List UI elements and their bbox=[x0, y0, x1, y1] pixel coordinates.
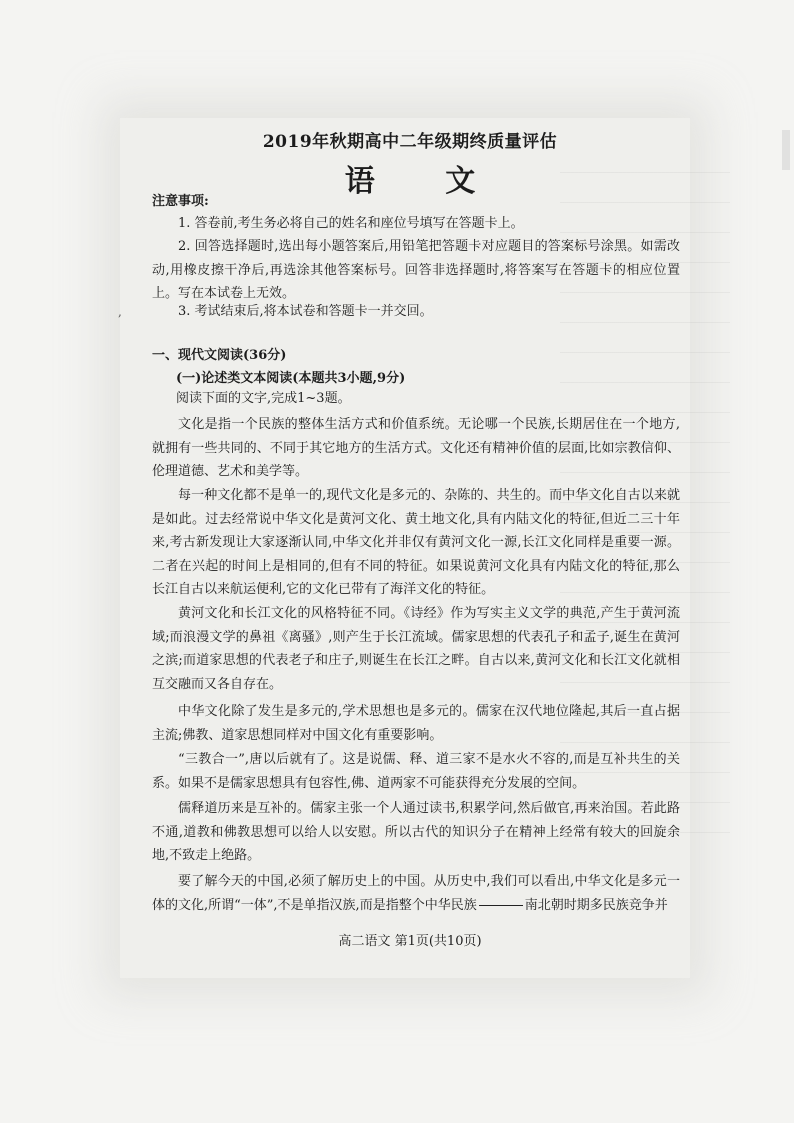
passage-paragraph-6: 儒释道历来是互补的。儒家主张一个人通过读书,积累学问,然后做官,再来治国。若此路不通,道教和佛教思想可以给人以安慰。所以古代的知识分子在精神上经常有较大的回旋余地,不致走上绝路。 bbox=[152, 801, 680, 863]
section-heading: 一、现代文阅读(36分) bbox=[152, 348, 287, 363]
notice-item-2: 2. 回答选择题时,选出每小题答案后,用铅笔把答题卡对应题目的答案标号涂黑。如需改动,用橡皮擦干净后,再选涂其他答案标号。回答非选择题时,将答案写在答题卡的相应位置上。写在本试卷上无效。 bbox=[152, 239, 680, 301]
subject-title: 语 文 bbox=[344, 164, 506, 199]
page-footer: 高二语文 第1页(共10页) bbox=[338, 934, 482, 949]
page-edge-shadow bbox=[782, 130, 790, 170]
notice-item-3: 3. 考试结束后,将本试卷和答题卡一并交回。 bbox=[178, 304, 433, 319]
margin-mark: , bbox=[118, 305, 122, 319]
passage-paragraph-3: 黄河文化和长江文化的风格特征不同。《诗经》作为写实主义文学的典范,产生于黄河流域;而浪漫文学的鼻祖《离骚》,则产生于长江流域。儒家思想的代表孔子和孟子,诞生在黄河之滨;而道家思想的代表老子和庄子,则诞生在长江之畔。自古以来,黄河文化和长江文化就相互交融而又各自存在。 bbox=[152, 606, 680, 692]
notice-heading: 注意事项: bbox=[152, 194, 209, 209]
notice-item-1: 1. 答卷前,考生务必将自己的姓名和座位号填写在答题卡上。 bbox=[178, 216, 524, 231]
passage-paragraph-7: 要了解今天的中国,必须了解历史上的中国。从历史中,我们可以看出,中华文化是多元一体的文化,所谓“一体”,不是单指汉族,而是指整个中华民族 南北朝时期多民族竞争并 bbox=[152, 874, 680, 913]
passage-paragraph-4: 中华文化除了发生是多元的,学术思想也是多元的。儒家在汉代地位隆起,其后一直占据主流;佛教、道家思想同样对中国文化有重要影响。 bbox=[152, 704, 680, 743]
passage-paragraph-1: 文化是指一个民族的整体生活方式和价值系统。无论哪一个民族,长期居住在一个地方,就拥有一些共同的、不同于其它地方的生活方式。文化还有精神价值的层面,比如宗教信仰、伦理道德、艺术和美学等。 bbox=[152, 417, 680, 479]
reading-instruction: 阅读下面的文字,完成1~3题。 bbox=[176, 391, 351, 406]
sub-section-heading: (一)论述类文本阅读(本题共3小题,9分) bbox=[176, 371, 406, 386]
em-dash bbox=[479, 905, 523, 906]
exam-title: 2019年秋期高中二年级期终质量评估 bbox=[262, 132, 558, 152]
passage-paragraph-5: “三教合一”,唐以后就有了。这是说儒、释、道三家不是水火不容的,而是互补共生的关系。如果不是儒家思想具有包容性,佛、道两家不可能获得充分发展的空间。 bbox=[152, 752, 680, 791]
passage-paragraph-2: 每一种文化都不是单一的,现代文化是多元的、杂陈的、共生的。而中华文化自古以来就是如此。过去经常说中华文化是黄河文化、黄土地文化,具有内陆文化的特征,但近二三十年来,考古新发现让大家逐渐认同,中华文化并非仅有黄河文化一源,长江文化同样是重要一源。二者在兴起的时间上是相同的,但有不同的特征。如果说黄河文化具有内陆文化的特征,那么长江自古以来航运便利,它的文化已带有了海洋文化的特征。 bbox=[152, 488, 680, 597]
